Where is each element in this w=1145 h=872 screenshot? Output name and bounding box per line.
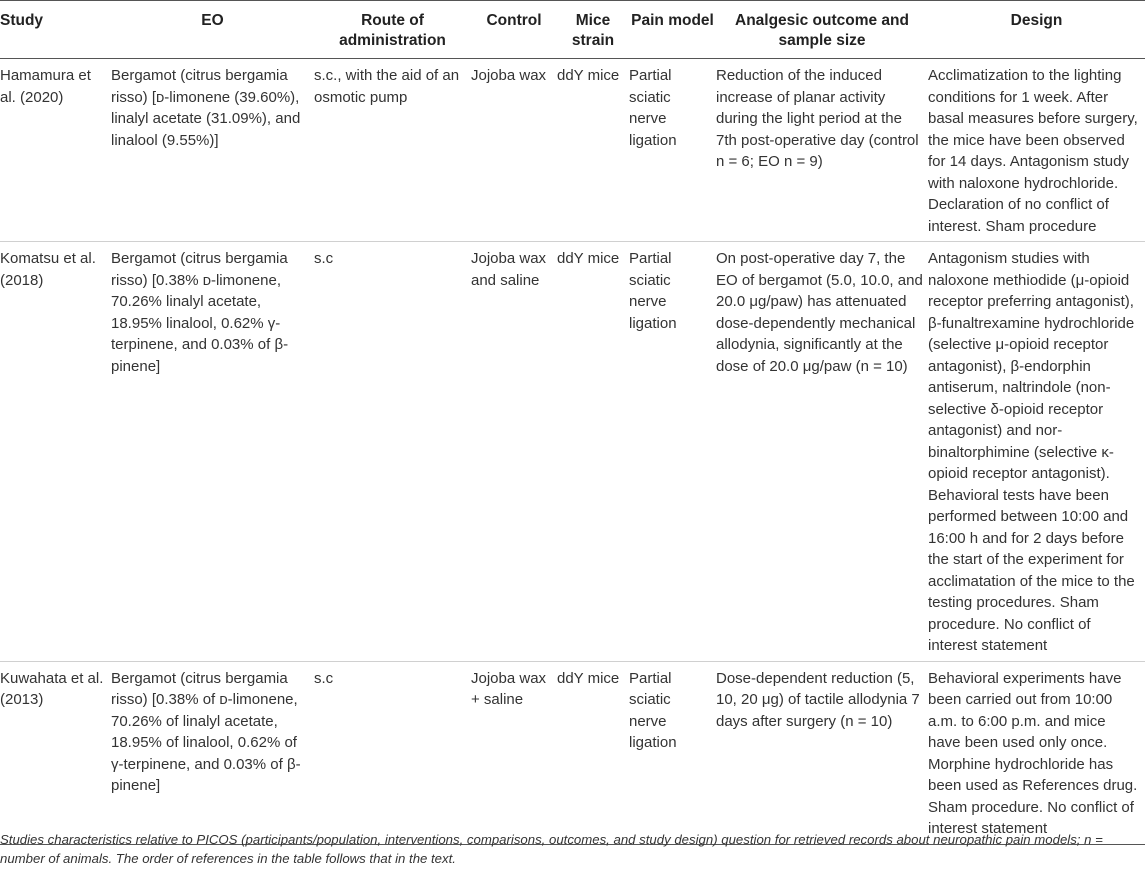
header-eo: EO bbox=[201, 12, 224, 29]
cell-eo: Bergamot (citrus bergamia risso) [0.38% of ᴅ-limonene, 70.26% of linalyl acetate, 18.95% of linalool, 0.62% of γ-terpinene, and 0.03% of β-pinene] bbox=[111, 669, 301, 794]
top-rule bbox=[0, 0, 1145, 1]
cell-design: Behavioral experiments have been carried out from 10:00 a.m. to 6:00 p.m. and mice have been used only once. Morphine hydrochloride has been used as References drug. Sham procedure. No conflict of interest statement bbox=[928, 669, 1138, 837]
table-row bbox=[0, 59, 1145, 242]
cell-pain-model: Partial sciatic nerve ligation bbox=[629, 250, 677, 332]
header-strain: Mice strain bbox=[571, 12, 615, 49]
table-row bbox=[0, 242, 1145, 662]
header-route: Route of administration bbox=[339, 12, 446, 49]
header-pain-model: Pain model bbox=[631, 12, 714, 29]
cell-design: Antagonism studies with naloxone methiodide (μ-opioid receptor preferring antagonist), β-funaltrexamine hydrochloride (selective μ-opioid receptor antagonist), β-endorphin antiserum, naltrindole (non-selective δ-opioid receptor antagonist) and nor-binaltorphimine (selective κ-opioid receptor antagonist). Behavioral tests have been performed between 10:00 and 16:00 h and for 2 days before the start of the experiment for acclimatation of the mice to the testing procedures. Sham procedure. No conflict of interest statement bbox=[928, 250, 1135, 654]
header-outcome: Analgesic outcome and sample size bbox=[735, 12, 909, 49]
cell-study: Hamamura et al. (2020) bbox=[0, 67, 91, 106]
cell-outcome: On post-operative day 7, the EO of bergamot (5.0, 10.0, and 20.0 μg/paw) has attenuated dose-dependently mechanical allodynia, significantly at the dose of 20.0 μg/paw (n = 10) bbox=[716, 250, 923, 375]
cell-strain: ddY mice bbox=[557, 669, 620, 687]
cell-strain: ddY mice bbox=[557, 67, 620, 84]
cell-route: s.c bbox=[314, 250, 334, 267]
cell-study: Komatsu et al. (2018) bbox=[0, 250, 96, 289]
cell-outcome: Reduction of the induced increase of planar activity during the light period at the 7th post-operative day (control n = 6; EO n = 9) bbox=[716, 67, 919, 170]
cell-outcome: Dose-dependent reduction (5, 10, 20 μg) of tactile allodynia 7 days after surgery (n = 10) bbox=[716, 669, 920, 730]
cell-strain: ddY mice bbox=[557, 250, 620, 267]
table-header bbox=[0, 3, 1145, 59]
table-row bbox=[0, 661, 1145, 844]
study-characteristics-table bbox=[0, 3, 1145, 845]
cell-eo: Bergamot (citrus bergamia risso) [0.38% ᴅ-limonene, 70.26% linalyl acetate, 18.95% linalool, 0.62% γ-terpinene, and 0.03% of β-pinene] bbox=[111, 250, 289, 375]
cell-route: s.c bbox=[314, 669, 334, 687]
cell-control: Jojoba wax bbox=[471, 67, 547, 84]
cell-design: Acclimatization to the lighting conditions for 1 week. After basal measures before surgery, the mice have been observed for 14 days. Antagonism study with naloxone hydrochloride. Declaration of no conflict of interest. Sham procedure bbox=[928, 67, 1138, 235]
table-body bbox=[0, 59, 1145, 845]
table-footnote: Studies characteristics relative to PICOS (participants/population, interventions, comparisons, outcomes, and study design) question for retrieved records about neuropathic pain models; n = number of animals. The order of references in the table follows that in the text. bbox=[0, 832, 1103, 866]
cell-control: Jojoba wax and saline bbox=[471, 250, 547, 289]
cell-control: Jojoba wax + saline bbox=[471, 669, 547, 708]
cell-eo: Bergamot (citrus bergamia risso) [ᴅ-limonene (39.60%), linalyl acetate (31.09%), and linalool (9.55%)] bbox=[111, 67, 301, 149]
cell-study: Kuwahata et al. (2013) bbox=[0, 669, 104, 708]
cell-pain-model: Partial sciatic nerve ligation bbox=[629, 67, 677, 149]
cell-pain-model: Partial sciatic nerve ligation bbox=[629, 669, 677, 751]
header-control: Control bbox=[486, 12, 542, 29]
header-study: Study bbox=[0, 12, 44, 29]
cell-route: s.c., with the aid of an osmotic pump bbox=[314, 67, 460, 106]
header-design: Design bbox=[1010, 12, 1063, 29]
header-row bbox=[0, 3, 1145, 59]
